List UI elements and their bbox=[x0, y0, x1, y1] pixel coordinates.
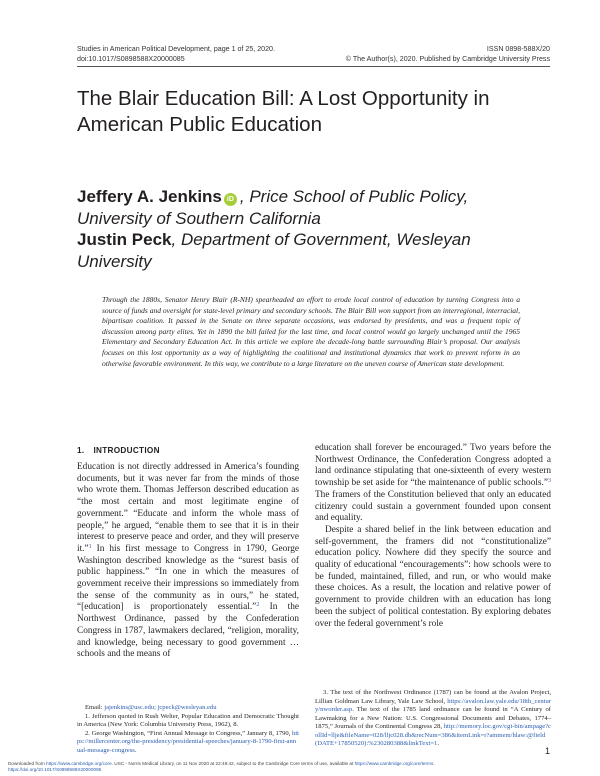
article-title: The Blair Education Bill: A Lost Opportunity in American Public Education bbox=[77, 87, 490, 136]
text-run: The framers of the Constitution believed that only an educated citizenry could sustain a government founded upon consent and equality. bbox=[315, 489, 551, 524]
terms-link[interactable]: https://www.cambridge.org/core/terms bbox=[354, 761, 434, 766]
doi: doi:10.1017/S0898588X20000085 bbox=[77, 55, 185, 63]
footnote-ref-2[interactable]: 2 bbox=[256, 602, 260, 609]
text-run: In his first message to Congress in 1790, George Washington described knowledge as the “surest basis of public happiness.” “In one in which the measures of government receive their impressions so immediately from the sense of the community as in ours,” he stated, “[education] is proportionately essential.” bbox=[77, 543, 299, 613]
footnotes-left bbox=[77, 704, 299, 755]
footnote-1: 1. Jefferson quoted in Rush Welter, Popular Education and Democratic Thought in America (New York: Columbia University Press, 1962), 8. bbox=[77, 712, 299, 728]
header-divider bbox=[77, 66, 550, 67]
download-footer bbox=[8, 761, 592, 774]
issn: ISSN 0898-588X/20 bbox=[486, 45, 550, 53]
running-header-right bbox=[346, 44, 550, 64]
orcid-icon[interactable]: iD bbox=[224, 193, 237, 206]
section-title: INTRODUCTION bbox=[93, 446, 160, 455]
text-run: . bbox=[134, 746, 137, 754]
text-run: Downloaded from bbox=[8, 761, 47, 766]
author-2-affiliation: , Department of Government, Wesleyan bbox=[171, 230, 471, 249]
copyright-notice: © The Author(s), 2020. Published by Cambridge University Press bbox=[345, 55, 550, 63]
text-run: . USC - Norris Medical Library, on 11 Nov 2020 at 22:49:42, subject to the Cambridge Core terms of use, available at bbox=[111, 761, 355, 766]
author-1-name: Jeffery A. Jenkins bbox=[77, 187, 222, 206]
email-label: Email: bbox=[85, 704, 105, 711]
author-email bbox=[77, 704, 299, 713]
footnote-3 bbox=[315, 689, 551, 749]
text-run: Education is not directly addressed in America’s founding documents, but it was never far from the minds of those who wrote them. Thomas Jefferson described education as “the most certain and most legitimate engine of government.” “Educate and inform the whole mass of people,” he argued, “enable them to see that it is in their interest to preserve peace and order, and they will preserve it.” bbox=[77, 462, 299, 554]
doi-link[interactable]: https://doi.org/10.1017/S0898588X20000085 bbox=[8, 767, 102, 773]
footnote-ref-1[interactable]: 1 bbox=[88, 543, 92, 550]
author-2-name: Justin Peck bbox=[77, 230, 172, 249]
footnote-3-link-loc[interactable]: http://memory.loc.gov/cgi-bin/ampage?collId=llje&fileName=028/lljc028.db&recNum=386&itemLink=r?ammem/hlaw:@field(DATE+17850520):%230280388&linkText=1 bbox=[315, 723, 551, 747]
text-run: . bbox=[437, 740, 440, 747]
author-2 bbox=[77, 229, 547, 272]
cambridge-core-link[interactable]: https://www.cambridge.org/core bbox=[46, 761, 112, 766]
author-1-affiliation: , Price School of Public Policy, bbox=[239, 187, 469, 206]
text-run: 2. George Washington, “First Annual Message to Congress,” January 8, 1790, bbox=[85, 729, 293, 737]
author-2-affiliation-cont: University bbox=[77, 251, 152, 271]
email-link[interactable]: jajenkins@usc.edu; jcpeck@wesleyan.edu bbox=[104, 704, 217, 711]
abstract: Through the 1880s, Senator Henry Blair (R-NH) spearheaded an effort to erode local control of education by turning Congress into a source of funds and oversight for state-level primary and secondary schools. The Blair Bill won support from an interregional, interracial, bipartisan coalition. It passed in the Senate on three separate occasions, was endorsed by presidents, and was a frequent topic of discussion among party elites. Yet in 1890 the bill failed for the last time, and local control would go largely unchanged until the 1965 Elementary and Secondary Education Act. In this article we explore the decade-long battle surrounding Blair’s proposal. Our analysis focuses on this lost opportunity as a way of highlighting the coalitional and institutional dynamics that work to prevent reform in an otherwise favorable environment. In this way, we contribute to a large literature on the uneven course of American state development. bbox=[102, 295, 520, 368]
author-1 bbox=[77, 186, 547, 229]
footnote-2 bbox=[77, 730, 299, 756]
body-column-right bbox=[315, 443, 551, 630]
text-run: . The text of the 1785 land ordinance can be found in “A Century of Lawmaking for a New Nation: U.S. Congressional Documents and Debates, 1774–1875,” Journals of the Continental Congress 28, bbox=[315, 706, 551, 730]
paragraph bbox=[77, 462, 299, 661]
footnote-2-link[interactable]: https://millercenter.org/the-presidency/presidential-speeches/january-8-1790-first-annual-message-congress bbox=[77, 729, 299, 754]
paragraph bbox=[315, 443, 551, 525]
author-block bbox=[77, 186, 547, 272]
author-1-affiliation-cont: University of Southern California bbox=[77, 208, 321, 228]
text-run: 3. The text of the Northwest Ordinance (1787) can be found at the Avalon Project, Lillian Goldman Law Library, Yale Law School, bbox=[315, 689, 551, 705]
running-header-left bbox=[77, 44, 275, 64]
section-heading bbox=[77, 446, 160, 455]
section-number: 1. bbox=[77, 446, 85, 455]
text-run: education shall forever be encouraged.” Two years before the Northwest Ordinance, the Confederation Congress adopted a land ordinance stipulating that one-sixteenth of every western township be set aside for “the maintenance of public schools.” bbox=[315, 443, 551, 489]
paragraph: Despite a shared belief in the link between education and self-government, the framers did not “constitutionalize” education policy. Nowhere did they specify the source and quality of educational “encouragements”: how schools were to be funded, maintained, filled, and run, or who would make these choices. As a result, the location and relative power of government to provide children with an education has long been the subject of political contestation. By exploring debates over the federal government’s role bbox=[315, 524, 551, 629]
journal-citation: Studies in American Political Development, page 1 of 25, 2020. bbox=[77, 45, 275, 53]
page-number: 1 bbox=[544, 746, 550, 756]
footnote-3-link-avalon[interactable]: https://avalon.law.yale.edu/18th_century/nworder.asp bbox=[315, 697, 551, 713]
footnote-ref-3[interactable]: 3 bbox=[548, 478, 551, 485]
text-run: . bbox=[433, 761, 435, 766]
body-column-left bbox=[77, 462, 299, 661]
text-run: In the Northwest Ordinance, passed by the Confederation Congress in 1787, lawmakers declared, “religion, morality, and knowledge, being necessary to good government … schools and the means of bbox=[77, 602, 299, 660]
footnotes-right bbox=[315, 689, 551, 749]
